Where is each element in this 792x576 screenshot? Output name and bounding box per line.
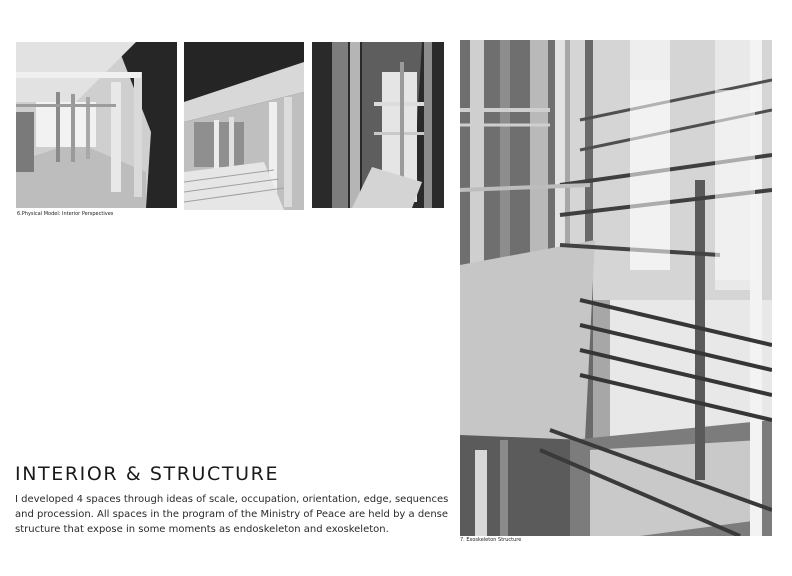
interior-caption: 6.Physical Model: Interior Perspectives — [17, 211, 114, 217]
exoskeleton-caption: 7. Exoskeleton Structure — [460, 537, 522, 543]
interior-photo-3 — [312, 42, 444, 208]
exoskeleton-photo — [460, 40, 772, 536]
section-body: I developed 4 spaces through ideas of scale, occupation, orientation, edge, sequences and procession. All spaces in the program of the Ministry of Peace are held by a dense structure that expose in some moments as endoskeleton and exoskeleton. — [15, 494, 449, 535]
interior-photo-1 — [16, 42, 177, 208]
interior-photo-2 — [184, 42, 304, 210]
section-title: INTERIOR & STRUCTURE — [15, 463, 280, 485]
